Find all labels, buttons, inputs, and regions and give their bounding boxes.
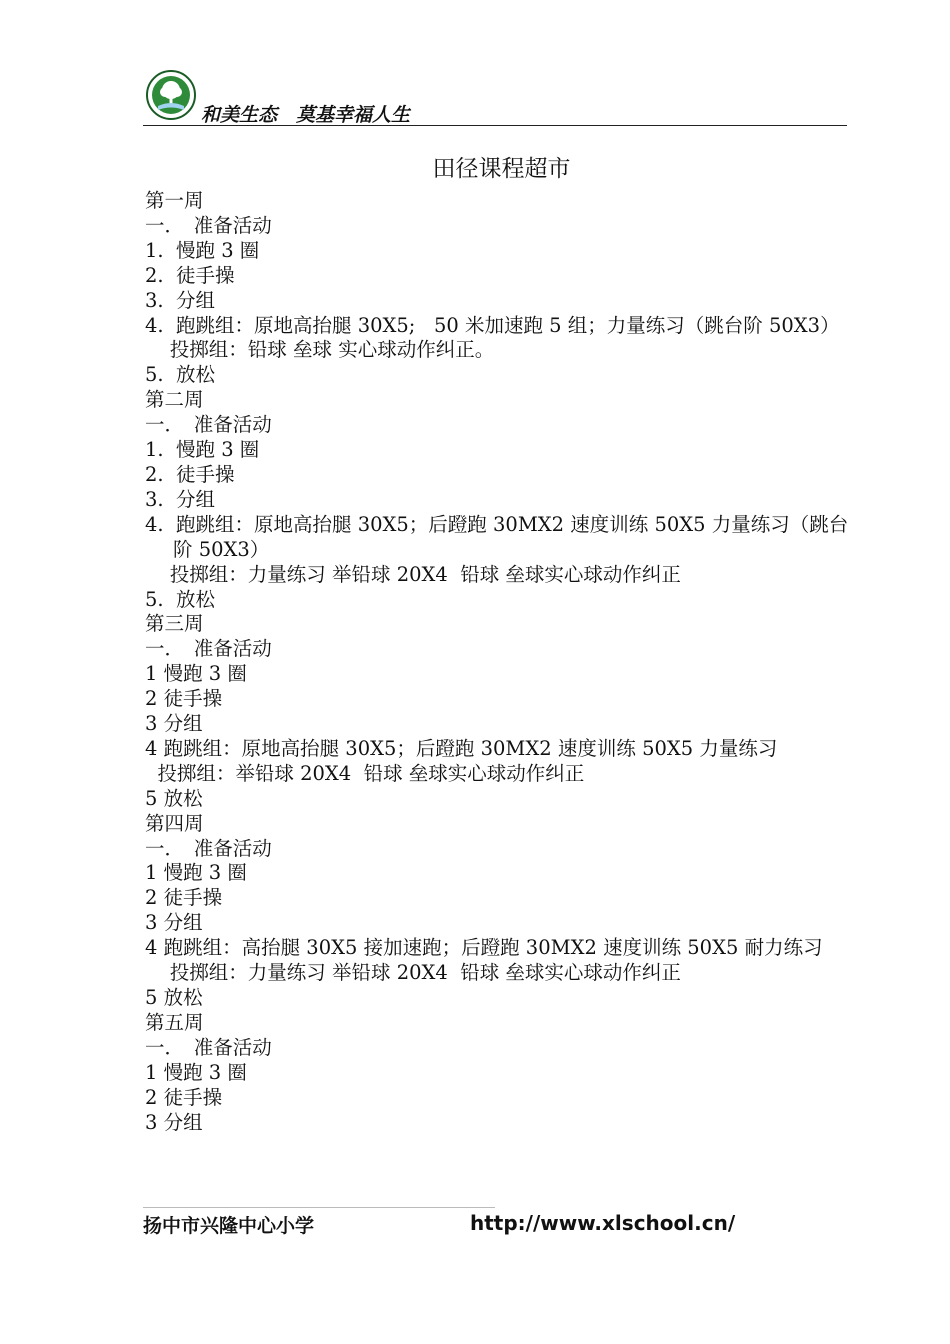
document-line: 4 跑跳组：原地高抬腿 30X5；后蹬跑 30MX2 速度训练 50X5 力量练习 xyxy=(145,736,778,760)
document-line: 3 分组 xyxy=(145,911,203,935)
document-line: 3 分组 xyxy=(145,712,203,736)
document-line: 4 跑跳组：高抬腿 30X5 接加速跑；后蹬跑 30MX2 速度训练 50X5 耐力练习 xyxy=(145,936,823,960)
document-line: 3 分组 xyxy=(145,1110,203,1134)
school-emblem-icon xyxy=(146,70,196,120)
header-divider xyxy=(143,125,847,126)
document-line: 第一周 xyxy=(145,189,204,212)
document-line: 1. 慢跑 3 圈 xyxy=(145,238,260,262)
document-line: 2. 徒手操 xyxy=(145,263,235,287)
document-line: 投掷组：力量练习 举铅球 20X4 铅球 垒球实心球动作纠正 xyxy=(145,961,681,985)
document-line: 1. 慢跑 3 圈 xyxy=(145,438,260,462)
document-line: 第三周 xyxy=(145,612,204,636)
document-line: 投掷组：铅球 垒球 实心球动作纠正。 xyxy=(145,338,495,362)
document-line: 2 徒手操 xyxy=(145,886,223,910)
page-header xyxy=(143,68,847,128)
document-line: 5 放松 xyxy=(145,986,203,1009)
document-line: 5. 放松 xyxy=(145,587,216,611)
document-line: 第二周 xyxy=(145,388,204,412)
document-line: 第四周 xyxy=(145,811,204,835)
document-line: 3. 分组 xyxy=(145,288,216,312)
footer-school-name: 扬中市兴隆中心小学 xyxy=(143,1215,315,1237)
document-line: 第五周 xyxy=(145,1010,204,1034)
document-line: 2 徒手操 xyxy=(145,1085,223,1109)
document-line: 4. 跑跳组：原地高抬腿 30X5; 50 米加速跑 5 组；力量练习（跳台阶 50X3） xyxy=(145,313,840,337)
document-line: 一． 准备活动 xyxy=(145,213,272,237)
document-line: 3. 分组 xyxy=(145,487,216,511)
document-line: 1 慢跑 3 圈 xyxy=(145,861,247,885)
document-line: 5 放松 xyxy=(145,786,203,810)
footer-divider xyxy=(143,1207,495,1208)
document-line: 一． 准备活动 xyxy=(145,413,272,437)
document-line: 5. 放松 xyxy=(145,363,216,387)
document-line: 一． 准备活动 xyxy=(145,1035,272,1059)
document-line: 1 慢跑 3 圈 xyxy=(145,662,247,686)
document-line: 2 徒手操 xyxy=(145,687,223,711)
document-line: 4. 跑跳组：原地高抬腿 30X5；后蹬跑 30MX2 速度训练 50X5 力量练习（跳台阶 50X3） xyxy=(145,512,849,561)
document-line: 一． 准备活动 xyxy=(145,637,272,661)
document-line: 1 慢跑 3 圈 xyxy=(145,1060,247,1084)
document-line: 投掷组：举铅球 20X4 铅球 垒球实心球动作纠正 xyxy=(145,761,585,785)
document-line: 投掷组：力量练习 举铅球 20X4 铅球 垒球实心球动作纠正 xyxy=(145,562,681,586)
document-line: 2. 徒手操 xyxy=(145,462,235,486)
footer-url: http://www.xlschool.cn/ xyxy=(470,1211,736,1235)
document-line: 一． 准备活动 xyxy=(145,836,272,860)
header-motto: 和美生态 莫基幸福人生 xyxy=(201,104,411,126)
page-title: 田径课程超市 xyxy=(432,156,571,182)
document-body xyxy=(145,189,851,1135)
